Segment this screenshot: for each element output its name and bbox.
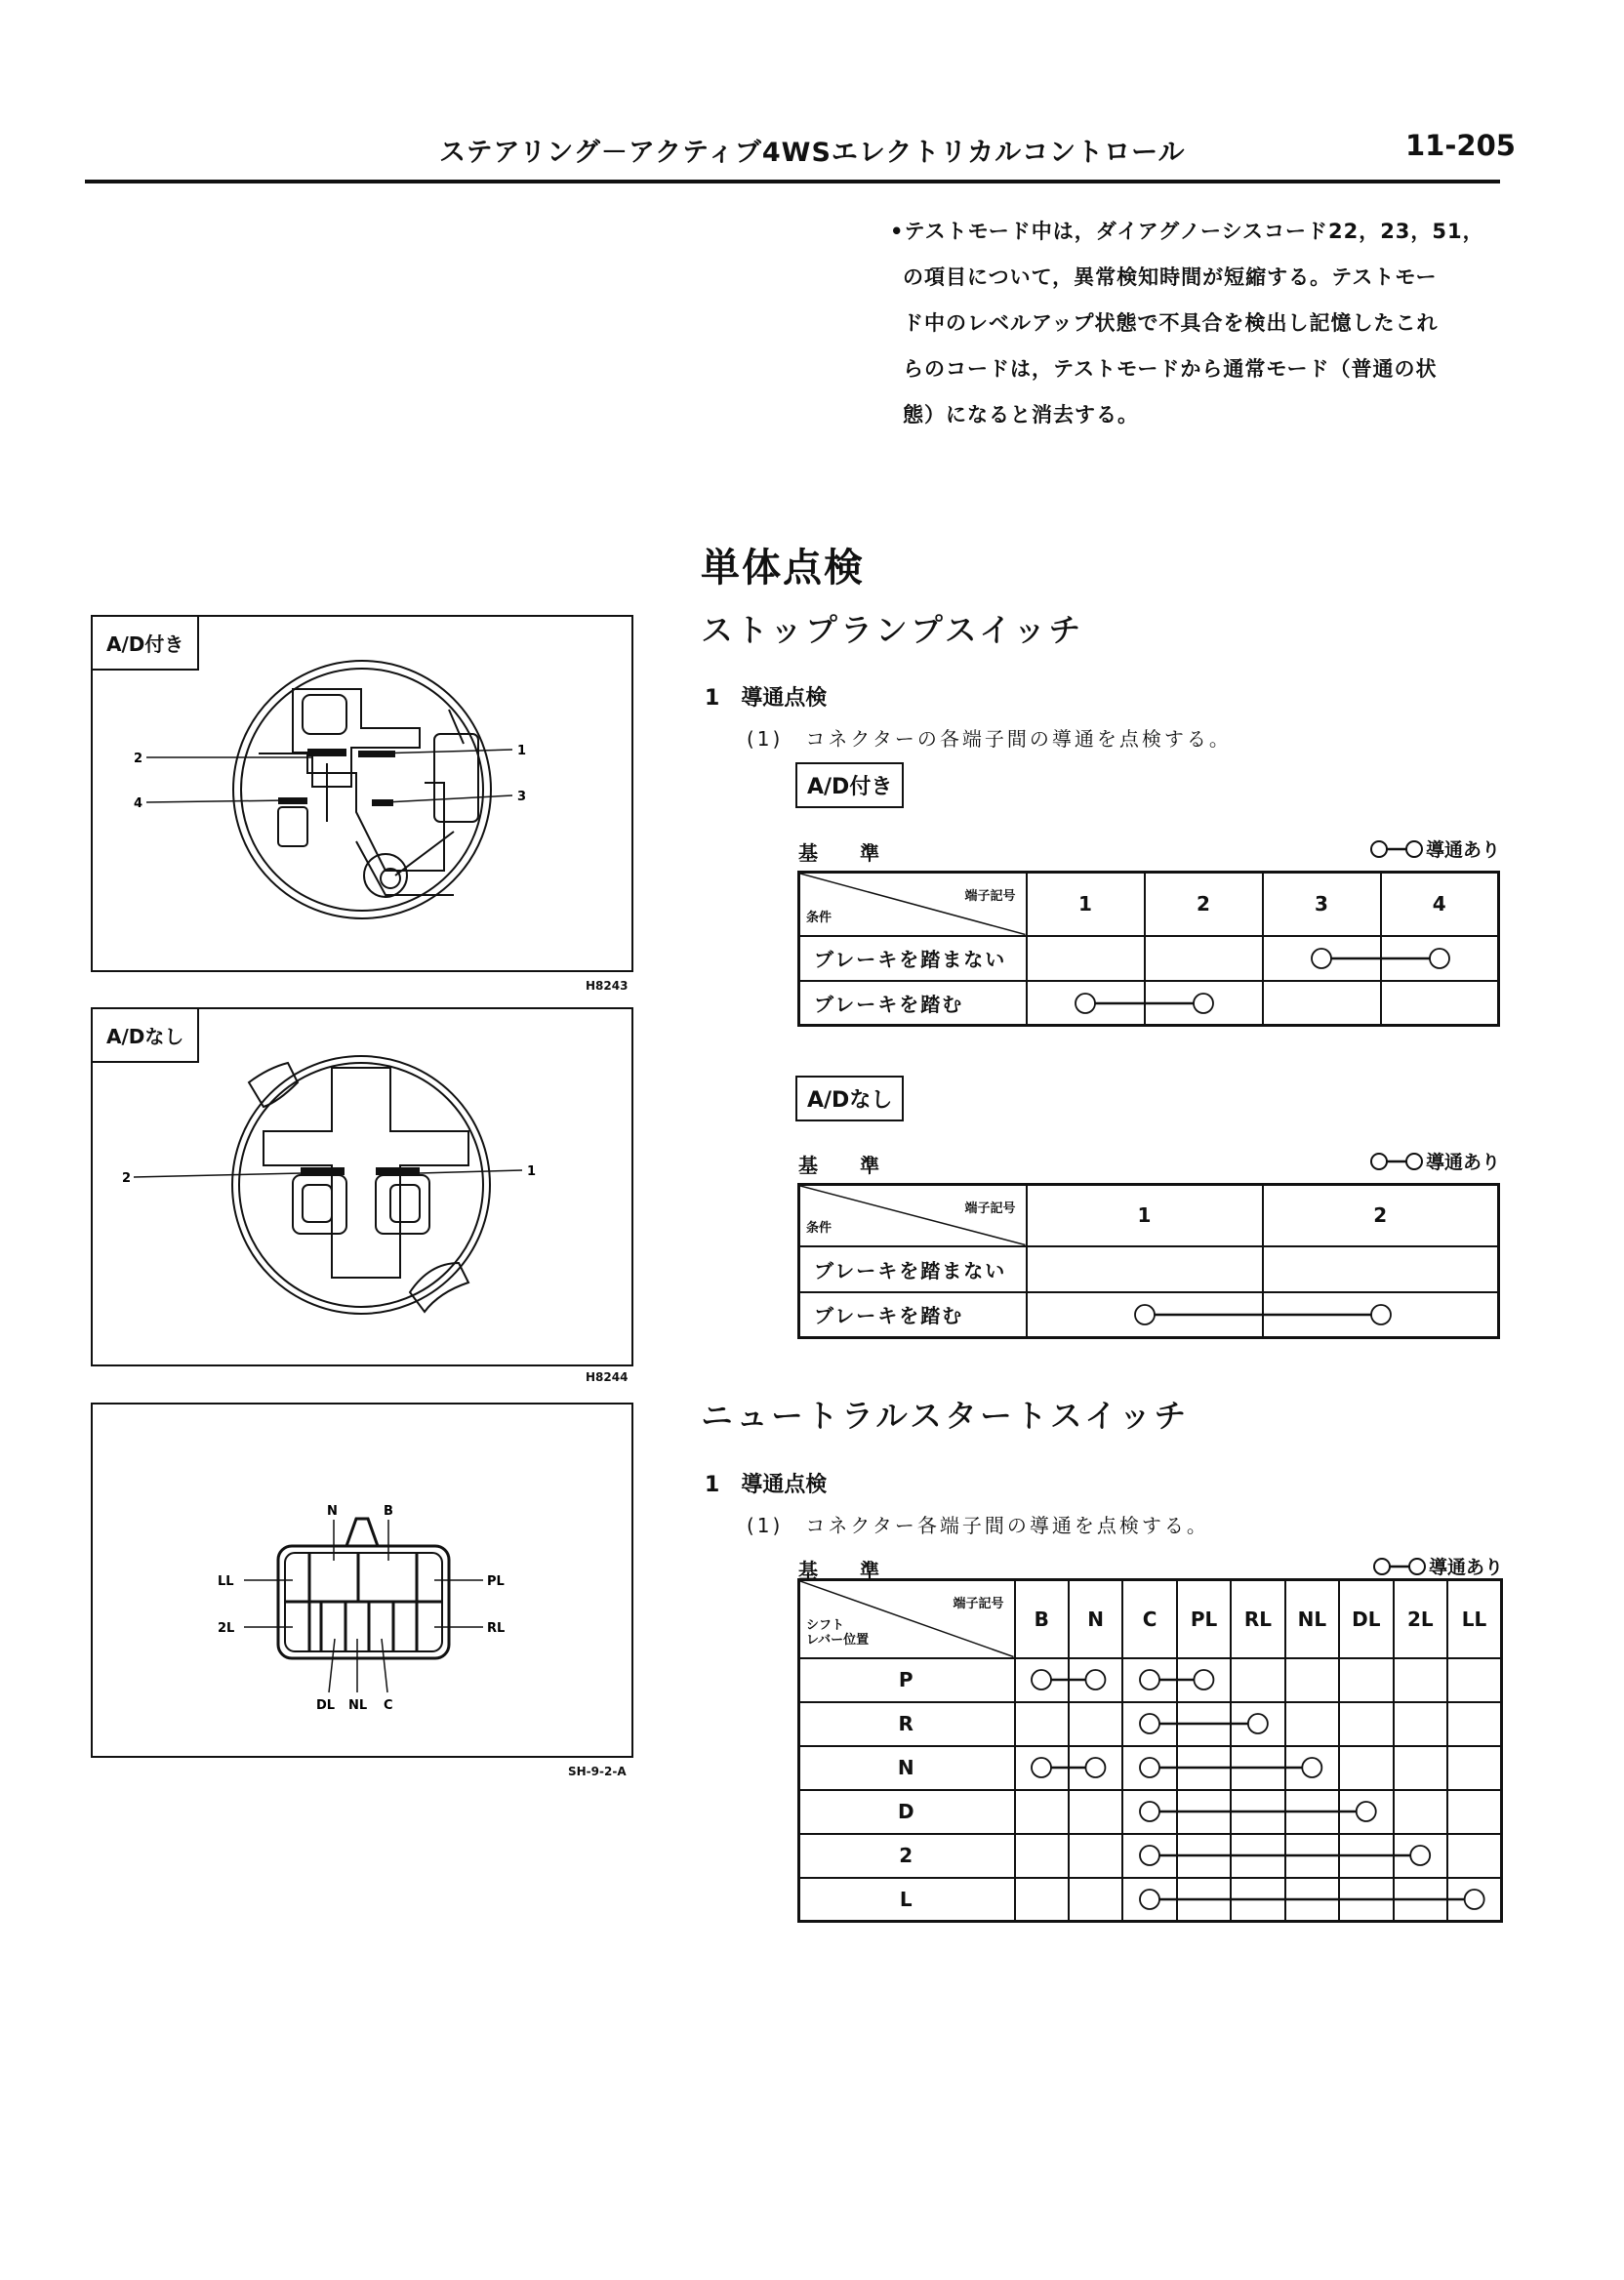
table-row xyxy=(799,981,1499,1026)
legend-text: 導通あり xyxy=(1428,1557,1503,1578)
table-cell xyxy=(1122,1746,1176,1790)
table-cell xyxy=(1447,1790,1502,1834)
table-cell xyxy=(1447,1746,1502,1790)
callout-1: 1 xyxy=(517,744,527,758)
pin-label-rl: RL xyxy=(487,1621,506,1636)
table-row xyxy=(799,1658,1502,1702)
ad-without-tag: A/Dなし xyxy=(795,1076,904,1121)
table-cell xyxy=(1015,1834,1069,1878)
terminal-header: C xyxy=(1122,1580,1176,1658)
table-cell xyxy=(1447,1878,1502,1922)
terminal-header: 1 xyxy=(1027,1185,1263,1246)
table-cell xyxy=(1069,1834,1122,1878)
table-cell xyxy=(1177,1658,1231,1702)
corner-column-label: 端子記号 xyxy=(964,1201,1016,1216)
continuity-legend xyxy=(1372,1553,1503,1579)
table-cell xyxy=(1263,1246,1499,1292)
table-cell xyxy=(1069,1702,1122,1746)
table-cell xyxy=(1015,1878,1069,1922)
table-cell xyxy=(1285,1746,1339,1790)
table-cell xyxy=(1447,1702,1502,1746)
note-line: ド中のレベルアップ状態で不具合を検出し記憶したこれ xyxy=(903,311,1439,335)
table-cell xyxy=(1263,1292,1499,1338)
table-corner-cell xyxy=(799,1580,1015,1658)
table-cell xyxy=(1381,981,1499,1026)
terminal-header: B xyxy=(1015,1580,1069,1658)
table-cell xyxy=(1069,1878,1122,1922)
note-line: 態）になると消去する。 xyxy=(903,403,1139,427)
page-header-title: ステアリング－アクティブ4WSエレクトリカルコントロール xyxy=(439,138,1186,168)
table-row xyxy=(799,1790,1502,1834)
continuity-table xyxy=(797,871,1500,1027)
table-row xyxy=(799,936,1499,981)
table-cell xyxy=(1339,1834,1393,1878)
corner-row-label: 条件 xyxy=(806,1220,832,1236)
neutral-start-switch-title: ニュートラルスタートスイッチ xyxy=(701,1397,1190,1435)
stop-lamp-switch-diagram xyxy=(93,617,631,970)
terminal-header: DL xyxy=(1339,1580,1393,1658)
terminal-header: NL xyxy=(1285,1580,1339,1658)
continuity-legend xyxy=(1369,1148,1500,1174)
note-line: らのコードは，テストモードから通常モード（普通の状 xyxy=(903,357,1438,381)
figure-label: A/D付き xyxy=(91,615,199,671)
callout-2: 2 xyxy=(134,752,143,766)
table-header-row xyxy=(799,1185,1499,1246)
terminal-header: LL xyxy=(1447,1580,1502,1658)
table-cell xyxy=(1339,1790,1393,1834)
row-condition-label: 2 xyxy=(799,1834,1015,1878)
callout-3: 3 xyxy=(517,790,527,804)
diagonal-divider xyxy=(800,874,1026,935)
test-mode-note xyxy=(890,209,1515,438)
criteria-label: 基 準 xyxy=(798,1154,897,1177)
corner-row-label: シフト レバー位置 xyxy=(806,1617,870,1648)
pin-label-pl: PL xyxy=(487,1574,505,1589)
row-condition-label: ブレーキを踏まない xyxy=(799,936,1027,981)
row-condition-label: ブレーキを踏む xyxy=(799,981,1027,1026)
continuity-symbol-icon xyxy=(1369,1152,1424,1171)
table-row xyxy=(799,1246,1499,1292)
table-cell xyxy=(1394,1790,1447,1834)
figure-label: A/Dなし xyxy=(91,1007,199,1063)
bullet: • xyxy=(890,220,905,243)
row-condition-label: D xyxy=(799,1790,1015,1834)
table-cell xyxy=(1145,981,1263,1026)
table-cell xyxy=(1231,1834,1284,1878)
table-cell xyxy=(1027,1246,1263,1292)
figure-caption: H8243 xyxy=(586,979,629,993)
table-cell xyxy=(1339,1746,1393,1790)
table-cell xyxy=(1231,1658,1284,1702)
criteria-label: 基 準 xyxy=(798,1559,897,1582)
connector-pinout-diagram xyxy=(93,1405,631,1756)
table-cell xyxy=(1015,1702,1069,1746)
pin-label-b: B xyxy=(384,1504,393,1519)
row-condition-label: R xyxy=(799,1702,1015,1746)
table-cell xyxy=(1177,1746,1231,1790)
pin-label-c: C xyxy=(384,1698,393,1713)
table-cell xyxy=(1381,936,1499,981)
pin-label-ll: LL xyxy=(218,1574,234,1589)
figure-caption: SH-9-2-A xyxy=(568,1765,627,1778)
corner-column-label: 端子記号 xyxy=(953,1597,1004,1611)
table-corner-cell xyxy=(799,873,1027,936)
row-condition-label: L xyxy=(799,1878,1015,1922)
table-cell xyxy=(1231,1878,1284,1922)
continuity-symbol-icon xyxy=(1372,1557,1427,1576)
table-cell xyxy=(1447,1658,1502,1702)
row-condition-label: P xyxy=(799,1658,1015,1702)
stop-lamp-step: 1 導通点検 xyxy=(705,686,828,711)
figure-stop-lamp-ad-without xyxy=(91,1007,633,1366)
table-cell xyxy=(1069,1658,1122,1702)
table-cell xyxy=(1285,1702,1339,1746)
continuity-table xyxy=(797,1183,1500,1339)
ad-with-tag: A/D付き xyxy=(795,762,904,808)
table-cell xyxy=(1122,1790,1176,1834)
section-title: 単体点検 xyxy=(701,546,865,590)
table-cell xyxy=(1122,1658,1176,1702)
table-cell xyxy=(1394,1834,1447,1878)
row-condition-label: ブレーキを踏まない xyxy=(799,1246,1027,1292)
legend-text: 導通あり xyxy=(1425,839,1500,861)
terminal-header: RL xyxy=(1231,1580,1284,1658)
table-cell xyxy=(1069,1746,1122,1790)
pin-label-n: N xyxy=(327,1504,338,1519)
continuity-table-neutral-start xyxy=(797,1578,1503,1923)
table-row xyxy=(799,1292,1499,1338)
page-number: 11-205 xyxy=(1405,129,1516,162)
table-cell xyxy=(1285,1878,1339,1922)
table-row xyxy=(799,1746,1502,1790)
terminal-header: PL xyxy=(1177,1580,1231,1658)
table-cell xyxy=(1122,1878,1176,1922)
table-cell xyxy=(1394,1746,1447,1790)
criteria-label: 基 準 xyxy=(798,841,897,865)
table-header-row xyxy=(799,1580,1502,1658)
table-cell xyxy=(1339,1658,1393,1702)
note-line: の項目について，異常検知時間が短縮する。テストモー xyxy=(903,265,1438,289)
note-line: テストモード中は，ダイアグノーシスコード22，23，51， xyxy=(904,220,1484,243)
callout-1: 1 xyxy=(527,1164,537,1179)
table-header-row xyxy=(799,873,1499,936)
table-cell xyxy=(1177,1878,1231,1922)
table-cell xyxy=(1177,1702,1231,1746)
table-cell xyxy=(1027,981,1145,1026)
row-condition-label: ブレーキを踏む xyxy=(799,1292,1027,1338)
callout-2: 2 xyxy=(122,1171,132,1186)
terminal-header: 1 xyxy=(1027,873,1145,936)
terminal-header: 3 xyxy=(1263,873,1381,936)
corner-column-label: 端子記号 xyxy=(964,889,1016,904)
table-cell xyxy=(1231,1790,1284,1834)
pin-label-2l: 2L xyxy=(218,1621,235,1636)
table-cell xyxy=(1069,1790,1122,1834)
table-cell xyxy=(1285,1790,1339,1834)
table-cell xyxy=(1394,1658,1447,1702)
terminal-header: 2 xyxy=(1263,1185,1499,1246)
pin-label-dl: DL xyxy=(316,1698,336,1713)
table-row xyxy=(799,1878,1502,1922)
terminal-header: 2 xyxy=(1145,873,1263,936)
table-cell xyxy=(1263,981,1381,1026)
table-cell xyxy=(1394,1702,1447,1746)
legend-text: 導通あり xyxy=(1425,1152,1500,1173)
table-cell xyxy=(1177,1790,1231,1834)
figure-caption: H8244 xyxy=(586,1370,629,1384)
header-rule xyxy=(85,180,1500,183)
table-cell xyxy=(1339,1878,1393,1922)
table-cell xyxy=(1027,1292,1263,1338)
table-cell xyxy=(1263,936,1381,981)
table-cell xyxy=(1122,1702,1176,1746)
table-cell xyxy=(1027,936,1145,981)
table-cell xyxy=(1447,1834,1502,1878)
stop-lamp-substep: (1) コネクターの各端子間の導通を点検する。 xyxy=(747,727,1232,751)
neutral-start-substep: (1) コネクター各端子間の導通を点検する。 xyxy=(747,1514,1209,1537)
table-row xyxy=(799,1834,1502,1878)
table-cell xyxy=(1285,1834,1339,1878)
neutral-start-step: 1 導通点検 xyxy=(705,1473,828,1497)
row-condition-label: N xyxy=(799,1746,1015,1790)
table-cell xyxy=(1015,1658,1069,1702)
table-cell xyxy=(1015,1746,1069,1790)
callout-4: 4 xyxy=(134,796,143,811)
table-cell xyxy=(1285,1658,1339,1702)
figure-stop-lamp-ad-with xyxy=(91,615,633,972)
table-cell xyxy=(1015,1790,1069,1834)
stop-lamp-switch-title: ストップランプスイッチ xyxy=(701,611,1084,649)
stop-lamp-switch-diagram xyxy=(93,1009,631,1364)
terminal-header: 4 xyxy=(1381,873,1499,936)
continuity-table xyxy=(797,1578,1503,1923)
table-row xyxy=(799,1702,1502,1746)
continuity-table-ad-without xyxy=(797,1183,1500,1339)
continuity-table-ad-with xyxy=(797,871,1500,1027)
table-corner-cell xyxy=(799,1185,1027,1246)
table-cell xyxy=(1231,1746,1284,1790)
pin-label-nl: NL xyxy=(348,1698,368,1713)
table-cell xyxy=(1339,1702,1393,1746)
figure-neutral-start-connector xyxy=(91,1403,633,1758)
table-cell xyxy=(1145,936,1263,981)
terminal-header: 2L xyxy=(1394,1580,1447,1658)
continuity-symbol-icon xyxy=(1369,839,1424,859)
table-cell xyxy=(1231,1702,1284,1746)
table-cell xyxy=(1177,1834,1231,1878)
corner-row-label: 条件 xyxy=(806,910,832,925)
table-cell xyxy=(1394,1878,1447,1922)
table-cell xyxy=(1122,1834,1176,1878)
continuity-legend xyxy=(1369,835,1500,862)
terminal-header: N xyxy=(1069,1580,1122,1658)
